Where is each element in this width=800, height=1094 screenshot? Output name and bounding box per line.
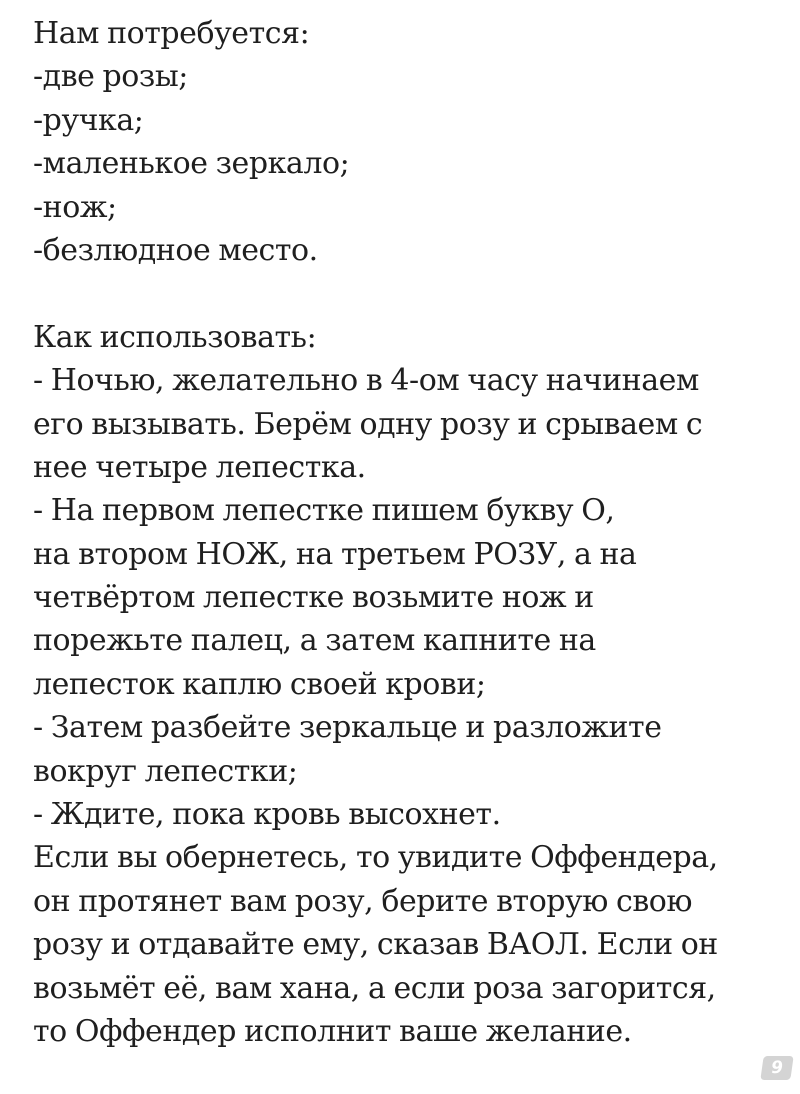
requirement-item: -две розы; [33, 59, 188, 95]
usage-line: четвёртом лепестке возьмите нож и [33, 580, 594, 616]
usage-heading: Как использовать: [33, 319, 317, 355]
usage-line: розу и отдавайте ему, сказав ВАОЛ. Если он [33, 927, 718, 963]
usage-line: - Затем разбейте зеркальце и разложите [33, 710, 662, 746]
usage-line: порежьте палец, а затем капните на [33, 623, 596, 659]
usage-line: - На первом лепестке пишем букву О, [33, 493, 615, 529]
requirement-item: -безлюдное место. [33, 232, 318, 268]
usage-line: возьмёт её, вам хана, а если роза загорится, [33, 970, 716, 1006]
requirement-item: -нож; [33, 189, 117, 225]
usage-line: он протянет вам розу, берите вторую свою [33, 883, 693, 919]
paragraph-gap [33, 272, 773, 315]
usage-line: то Оффендер исполнит ваше желание. [33, 1013, 632, 1049]
usage-line: на втором НОЖ, на третьем РОЗУ, а на [33, 536, 637, 572]
usage-line: вокруг лепестки; [33, 753, 298, 789]
usage-line: его вызывать. Берём одну розу и срываем с [33, 406, 703, 442]
usage-line: нее четыре лепестка. [33, 449, 366, 485]
usage-line: - Ночью, желательно в 4-ом часу начинаем [33, 363, 699, 399]
requirement-item: -маленькое зеркало; [33, 146, 350, 182]
usage-line: - Ждите, пока кровь высохнет. [33, 797, 501, 833]
requirement-item: -ручка; [33, 102, 144, 138]
usage-line: Если вы обернетесь, то увидите Оффендера, [33, 840, 718, 876]
site-watermark-logo: 9 [760, 1056, 793, 1080]
requirements-heading: Нам потребуется: [33, 16, 310, 51]
usage-line: лепесток каплю своей крови; [33, 666, 486, 702]
document-text [33, 12, 773, 1053]
